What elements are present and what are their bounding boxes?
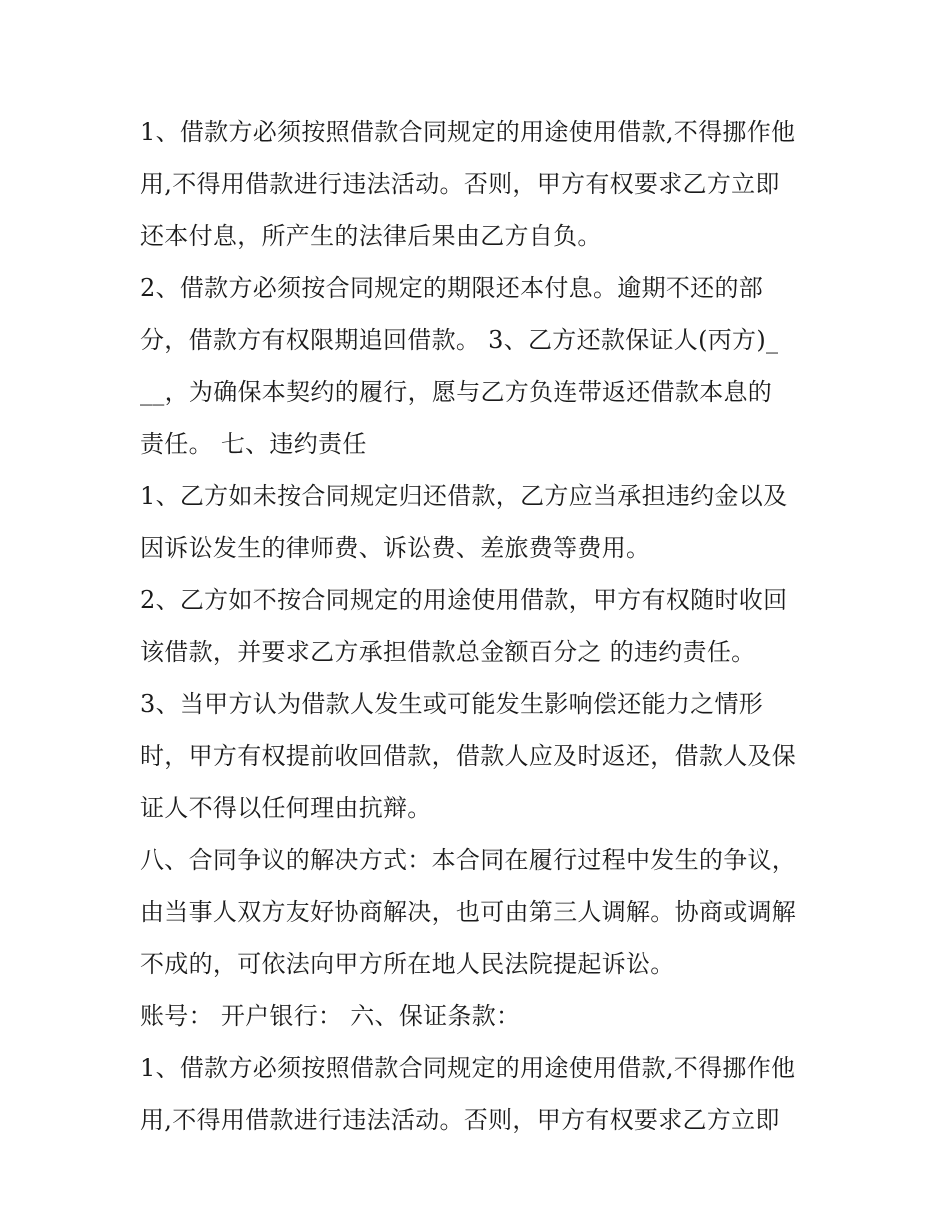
text-line: __，为确保本契约的履行，愿与乙方负连带返还借款本息的 (140, 378, 773, 406)
text-line: 分，借款方有权限期追回借款。 3、乙方还款保证人(丙方)_ (140, 326, 779, 354)
text-line: 账号： 开户银行： 六、保证条款： (140, 1002, 521, 1030)
text-line: 证人不得以任何理由抗辩。 (140, 794, 432, 822)
text-line: 由当事人双方友好协商解决，也可由第三人调解。协商或调解 (140, 898, 797, 926)
text-line: 不成的，可依法向甲方所在地人民法院提起诉讼。 (140, 950, 675, 978)
text-line: 1、借款方必须按照借款合同规定的用途使用借款,不得挪作他 (140, 1054, 796, 1082)
text-line: 1、乙方如未按合同规定归还借款，乙方应当承担违约金以及 (140, 482, 788, 510)
text-line: 3、当甲方认为借款人发生或可能发生影响偿还能力之情形 (140, 690, 764, 718)
text-line: 八、合同争议的解决方式：本合同在履行过程中发生的争议， (140, 846, 797, 874)
text-line: 2、借款方必须按合同规定的期限还本付息。逾期不还的部 (140, 274, 764, 302)
text-line: 该借款，并要求乙方承担借款总金额百分之 的违约责任。 (140, 638, 756, 666)
text-line: 用,不得用借款进行违法活动。否则，甲方有权要求乙方立即 (140, 1106, 780, 1134)
text-line: 因诉讼发生的律师费、诉讼费、差旅费等费用。 (140, 534, 651, 562)
text-line: 2、乙方如不按合同规定的用途使用借款，甲方有权随时收回 (140, 586, 788, 614)
text-line: 还本付息，所产生的法律后果由乙方自负。 (140, 222, 602, 250)
text-line: 时，甲方有权提前收回借款，借款人应及时返还，借款人及保 (140, 742, 797, 770)
text-line: 用,不得用借款进行违法活动。否则，甲方有权要求乙方立即 (140, 170, 780, 198)
text-line: 责任。 七、违约责任 (140, 430, 367, 458)
document-body (140, 106, 820, 1146)
text-line: 1、借款方必须按照借款合同规定的用途使用借款,不得挪作他 (140, 118, 796, 146)
